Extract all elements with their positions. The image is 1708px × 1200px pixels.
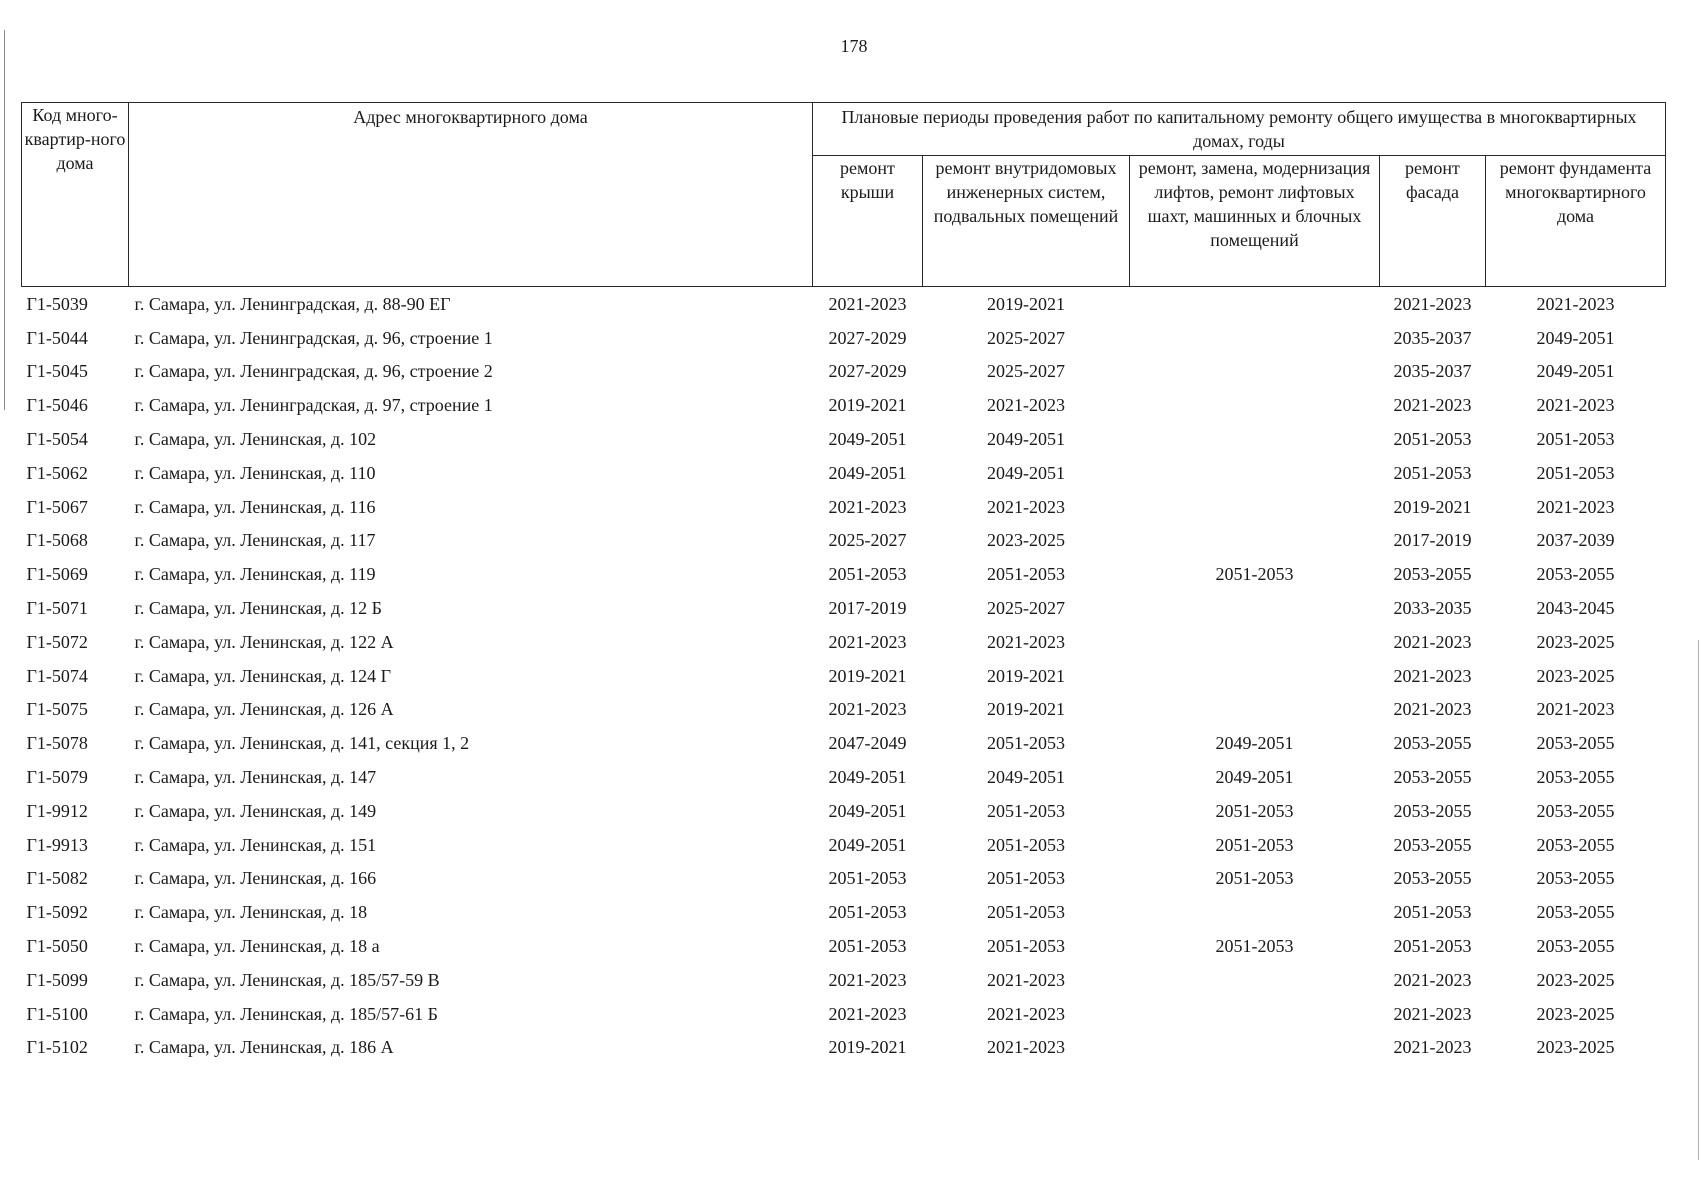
cell-elevators-period <box>1130 456 1380 490</box>
cell-code: Г1-9912 <box>26 800 88 821</box>
cell-address: г. Самара, ул. Ленинградская, д. 96, строение 2 <box>134 361 493 382</box>
cell-facade-period: 2021-2023 <box>1393 699 1472 720</box>
cell-foundation-period: 2037-2039 <box>1536 530 1615 551</box>
cell-address: г. Самара, ул. Ленинская, д. 141, секция 1, 2 <box>134 733 470 754</box>
cell-roof-period: 2049-2051 <box>828 767 907 788</box>
header-facade: ремонт фасада <box>1380 156 1486 287</box>
cell-address: г. Самара, ул. Ленинградская, д. 96, строение 1 <box>134 327 493 348</box>
cell-address: г. Самара, ул. Ленинская, д. 124 Г <box>134 665 392 686</box>
cell-code: Г1-5046 <box>26 395 88 416</box>
cell-code: Г1-5074 <box>26 665 88 686</box>
cell-elevators-period: 2049-2051 <box>1215 767 1294 788</box>
cell-code: Г1-5054 <box>26 429 88 450</box>
repair-schedule-table <box>21 102 1666 1064</box>
cell-roof-period: 2049-2051 <box>828 800 907 821</box>
cell-engineering-period: 2025-2027 <box>987 598 1065 619</box>
cell-address: г. Самара, ул. Ленинская, д. 102 <box>134 429 377 450</box>
cell-engineering-period: 2025-2027 <box>987 327 1065 348</box>
cell-engineering-period: 2019-2021 <box>987 699 1065 720</box>
cell-engineering-period: 2049-2051 <box>987 429 1065 450</box>
cell-foundation-period: 2021-2023 <box>1536 395 1615 416</box>
cell-elevators-period <box>1130 1031 1380 1065</box>
cell-facade-period: 2051-2053 <box>1393 902 1472 923</box>
header-elevators: ремонт, замена, модернизация лифтов, ремонт лифтовых шахт, машинных и блочных помещений <box>1130 156 1380 287</box>
cell-foundation-period: 2053-2055 <box>1536 733 1615 754</box>
cell-roof-period: 2019-2021 <box>828 1037 907 1058</box>
cell-foundation-period: 2053-2055 <box>1536 800 1615 821</box>
cell-address: г. Самара, ул. Ленинская, д. 110 <box>134 462 376 483</box>
cell-roof-period: 2021-2023 <box>828 1003 907 1024</box>
cell-facade-period: 2021-2023 <box>1393 665 1472 686</box>
cell-roof-period: 2019-2021 <box>828 395 907 416</box>
cell-roof-period: 2019-2021 <box>828 665 907 686</box>
cell-roof-period: 2027-2029 <box>828 327 907 348</box>
cell-engineering-period: 2049-2051 <box>987 767 1065 788</box>
cell-code: Г1-5075 <box>26 699 88 720</box>
cell-roof-period: 2017-2019 <box>828 598 907 619</box>
cell-elevators-period <box>1130 321 1380 355</box>
cell-facade-period: 2053-2055 <box>1393 564 1472 585</box>
cell-facade-period: 2051-2053 <box>1393 936 1472 957</box>
cell-code: Г1-5045 <box>26 361 88 382</box>
cell-address: г. Самара, ул. Ленинская, д. 117 <box>134 530 376 551</box>
cell-engineering-period: 2023-2025 <box>987 530 1065 551</box>
table-row <box>22 760 1666 794</box>
cell-roof-period: 2021-2023 <box>828 969 907 990</box>
cell-engineering-period: 2051-2053 <box>987 733 1065 754</box>
header-code: Код много-квартир-ного дома <box>22 103 129 287</box>
cell-roof-period: 2025-2027 <box>828 530 907 551</box>
cell-elevators-period <box>1130 591 1380 625</box>
table-row <box>22 726 1666 760</box>
cell-address: г. Самара, ул. Ленинская, д. 149 <box>134 800 377 821</box>
cell-engineering-period: 2051-2053 <box>987 564 1065 585</box>
table-row <box>22 456 1666 490</box>
table-row <box>22 321 1666 355</box>
cell-foundation-period: 2023-2025 <box>1536 631 1615 652</box>
cell-engineering-period: 2051-2053 <box>987 902 1065 923</box>
cell-foundation-period: 2023-2025 <box>1536 665 1615 686</box>
header-engineering: ремонт внутридомовых инженерных систем, подвальных помещений <box>923 156 1130 287</box>
cell-code: Г1-5069 <box>26 564 88 585</box>
cell-roof-period: 2021-2023 <box>828 496 907 517</box>
header-address: Адрес многоквартирного дома <box>129 103 813 287</box>
cell-elevators-period <box>1130 287 1380 321</box>
cell-foundation-period: 2049-2051 <box>1536 327 1615 348</box>
cell-address: г. Самара, ул. Ленинская, д. 12 Б <box>134 598 382 619</box>
cell-engineering-period: 2021-2023 <box>987 1037 1065 1058</box>
cell-facade-period: 2053-2055 <box>1393 834 1472 855</box>
table-row <box>22 524 1666 558</box>
cell-code: Г1-5062 <box>26 462 88 483</box>
cell-code: Г1-5039 <box>26 293 88 314</box>
table-row <box>22 929 1666 963</box>
cell-code: Г1-5067 <box>26 496 88 517</box>
cell-roof-period: 2047-2049 <box>828 733 907 754</box>
cell-roof-period: 2051-2053 <box>828 564 907 585</box>
table-row <box>22 895 1666 929</box>
cell-elevators-period <box>1130 524 1380 558</box>
cell-code: Г1-5100 <box>26 1003 88 1024</box>
table-row <box>22 862 1666 896</box>
table-row <box>22 997 1666 1031</box>
scan-margin-line-left <box>4 30 5 410</box>
cell-elevators-period <box>1130 490 1380 524</box>
cell-elevators-period: 2051-2053 <box>1215 936 1294 957</box>
cell-foundation-period: 2053-2055 <box>1536 902 1615 923</box>
cell-elevators-period: 2051-2053 <box>1215 800 1294 821</box>
cell-roof-period: 2049-2051 <box>828 834 907 855</box>
table-row <box>22 659 1666 693</box>
cell-engineering-period: 2021-2023 <box>987 1003 1065 1024</box>
cell-address: г. Самара, ул. Ленинская, д. 119 <box>134 564 376 585</box>
cell-facade-period: 2021-2023 <box>1393 631 1472 652</box>
cell-foundation-period: 2053-2055 <box>1536 834 1615 855</box>
table-row <box>22 591 1666 625</box>
cell-address: г. Самара, ул. Ленинская, д. 122 А <box>134 631 394 652</box>
cell-code: Г1-5082 <box>26 868 88 889</box>
cell-engineering-period: 2021-2023 <box>987 969 1065 990</box>
cell-elevators-period: 2051-2053 <box>1215 564 1294 585</box>
cell-code: Г1-5072 <box>26 631 88 652</box>
cell-elevators-period <box>1130 625 1380 659</box>
cell-address: г. Самара, ул. Ленинская, д. 116 <box>134 496 376 517</box>
cell-address: г. Самара, ул. Ленинская, д. 147 <box>134 767 377 788</box>
cell-elevators-period <box>1130 997 1380 1031</box>
cell-foundation-period: 2043-2045 <box>1536 598 1615 619</box>
cell-foundation-period: 2049-2051 <box>1536 361 1615 382</box>
cell-address: г. Самара, ул. Ленинградская, д. 88-90 ЕГ <box>134 293 451 314</box>
cell-address: г. Самара, ул. Ленинская, д. 185/57-59 В <box>134 969 440 990</box>
cell-foundation-period: 2023-2025 <box>1536 969 1615 990</box>
cell-facade-period: 2019-2021 <box>1393 496 1472 517</box>
cell-facade-period: 2021-2023 <box>1393 293 1472 314</box>
cell-elevators-period <box>1130 963 1380 997</box>
table-row <box>22 693 1666 727</box>
cell-engineering-period: 2019-2021 <box>987 293 1065 314</box>
cell-address: г. Самара, ул. Ленинская, д. 166 <box>134 868 377 889</box>
cell-roof-period: 2051-2053 <box>828 868 907 889</box>
cell-elevators-period <box>1130 422 1380 456</box>
cell-facade-period: 2053-2055 <box>1393 733 1472 754</box>
cell-engineering-period: 2051-2053 <box>987 800 1065 821</box>
cell-address: г. Самара, ул. Ленинская, д. 126 А <box>134 699 394 720</box>
cell-engineering-period: 2051-2053 <box>987 868 1065 889</box>
cell-engineering-period: 2021-2023 <box>987 496 1065 517</box>
cell-foundation-period: 2053-2055 <box>1536 767 1615 788</box>
cell-roof-period: 2021-2023 <box>828 293 907 314</box>
cell-elevators-period <box>1130 693 1380 727</box>
cell-facade-period: 2051-2053 <box>1393 429 1472 450</box>
cell-roof-period: 2021-2023 <box>828 699 907 720</box>
cell-facade-period: 2033-2035 <box>1393 598 1472 619</box>
cell-facade-period: 2053-2055 <box>1393 767 1472 788</box>
cell-elevators-period: 2049-2051 <box>1215 733 1294 754</box>
cell-engineering-period: 2051-2053 <box>987 936 1065 957</box>
cell-facade-period: 2021-2023 <box>1393 969 1472 990</box>
table-row <box>22 355 1666 389</box>
cell-foundation-period: 2021-2023 <box>1536 293 1615 314</box>
cell-facade-period: 2021-2023 <box>1393 1037 1472 1058</box>
cell-elevators-period: 2051-2053 <box>1215 868 1294 889</box>
table-header <box>22 103 1666 287</box>
cell-engineering-period: 2025-2027 <box>987 361 1065 382</box>
cell-facade-period: 2021-2023 <box>1393 1003 1472 1024</box>
cell-code: Г1-5078 <box>26 733 88 754</box>
cell-code: Г1-5050 <box>26 936 88 957</box>
table-row <box>22 963 1666 997</box>
table-row <box>22 287 1666 321</box>
cell-elevators-period <box>1130 659 1380 693</box>
table-body <box>22 287 1666 1065</box>
table-row <box>22 490 1666 524</box>
cell-facade-period: 2021-2023 <box>1393 395 1472 416</box>
table-row <box>22 625 1666 659</box>
cell-roof-period: 2051-2053 <box>828 936 907 957</box>
table-row <box>22 388 1666 422</box>
header-foundation: ремонт фундамента многоквартирного дома <box>1486 156 1666 287</box>
cell-roof-period: 2051-2053 <box>828 902 907 923</box>
cell-address: г. Самара, ул. Ленинская, д. 186 А <box>134 1037 394 1058</box>
cell-code: Г1-5044 <box>26 327 88 348</box>
cell-elevators-period <box>1130 895 1380 929</box>
header-periods-group: Плановые периоды проведения работ по капитальному ремонту общего имущества в многоквартирных домах, годы <box>813 103 1666 156</box>
cell-facade-period: 2017-2019 <box>1393 530 1472 551</box>
cell-facade-period: 2053-2055 <box>1393 868 1472 889</box>
cell-engineering-period: 2051-2053 <box>987 834 1065 855</box>
table-row <box>22 828 1666 862</box>
table-row <box>22 794 1666 828</box>
cell-code: Г1-5102 <box>26 1037 88 1058</box>
cell-foundation-period: 2023-2025 <box>1536 1037 1615 1058</box>
table-row <box>22 422 1666 456</box>
cell-elevators-period <box>1130 355 1380 389</box>
cell-code: Г1-5092 <box>26 902 88 923</box>
cell-foundation-period: 2023-2025 <box>1536 1003 1615 1024</box>
cell-engineering-period: 2021-2023 <box>987 395 1065 416</box>
cell-address: г. Самара, ул. Ленинская, д. 151 <box>134 834 377 855</box>
header-roof: ремонт крыши <box>813 156 923 287</box>
cell-code: Г1-9913 <box>26 834 88 855</box>
scan-margin-line-right <box>1698 640 1699 1160</box>
page-number: 178 <box>840 36 868 56</box>
cell-roof-period: 2027-2029 <box>828 361 907 382</box>
cell-roof-period: 2021-2023 <box>828 631 907 652</box>
cell-foundation-period: 2053-2055 <box>1536 564 1615 585</box>
cell-foundation-period: 2053-2055 <box>1536 868 1615 889</box>
cell-code: Г1-5068 <box>26 530 88 551</box>
cell-facade-period: 2035-2037 <box>1393 327 1472 348</box>
table-row <box>22 1031 1666 1065</box>
cell-elevators-period <box>1130 388 1380 422</box>
cell-roof-period: 2049-2051 <box>828 429 907 450</box>
cell-address: г. Самара, ул. Ленинская, д. 18 <box>134 902 368 923</box>
table-row <box>22 557 1666 591</box>
cell-roof-period: 2049-2051 <box>828 462 907 483</box>
cell-code: Г1-5099 <box>26 969 88 990</box>
cell-foundation-period: 2053-2055 <box>1536 936 1615 957</box>
cell-foundation-period: 2051-2053 <box>1536 429 1615 450</box>
cell-code: Г1-5071 <box>26 598 88 619</box>
cell-elevators-period: 2051-2053 <box>1215 834 1294 855</box>
cell-engineering-period: 2019-2021 <box>987 665 1065 686</box>
cell-foundation-period: 2021-2023 <box>1536 496 1615 517</box>
cell-facade-period: 2053-2055 <box>1393 800 1472 821</box>
cell-foundation-period: 2021-2023 <box>1536 699 1615 720</box>
cell-address: г. Самара, ул. Ленинская, д. 18 а <box>134 936 380 957</box>
cell-engineering-period: 2049-2051 <box>987 462 1065 483</box>
cell-address: г. Самара, ул. Ленинградская, д. 97, строение 1 <box>134 395 493 416</box>
cell-code: Г1-5079 <box>26 767 88 788</box>
cell-facade-period: 2051-2053 <box>1393 462 1472 483</box>
cell-facade-period: 2035-2037 <box>1393 361 1472 382</box>
cell-address: г. Самара, ул. Ленинская, д. 185/57-61 Б <box>134 1003 438 1024</box>
cell-foundation-period: 2051-2053 <box>1536 462 1615 483</box>
cell-engineering-period: 2021-2023 <box>987 631 1065 652</box>
